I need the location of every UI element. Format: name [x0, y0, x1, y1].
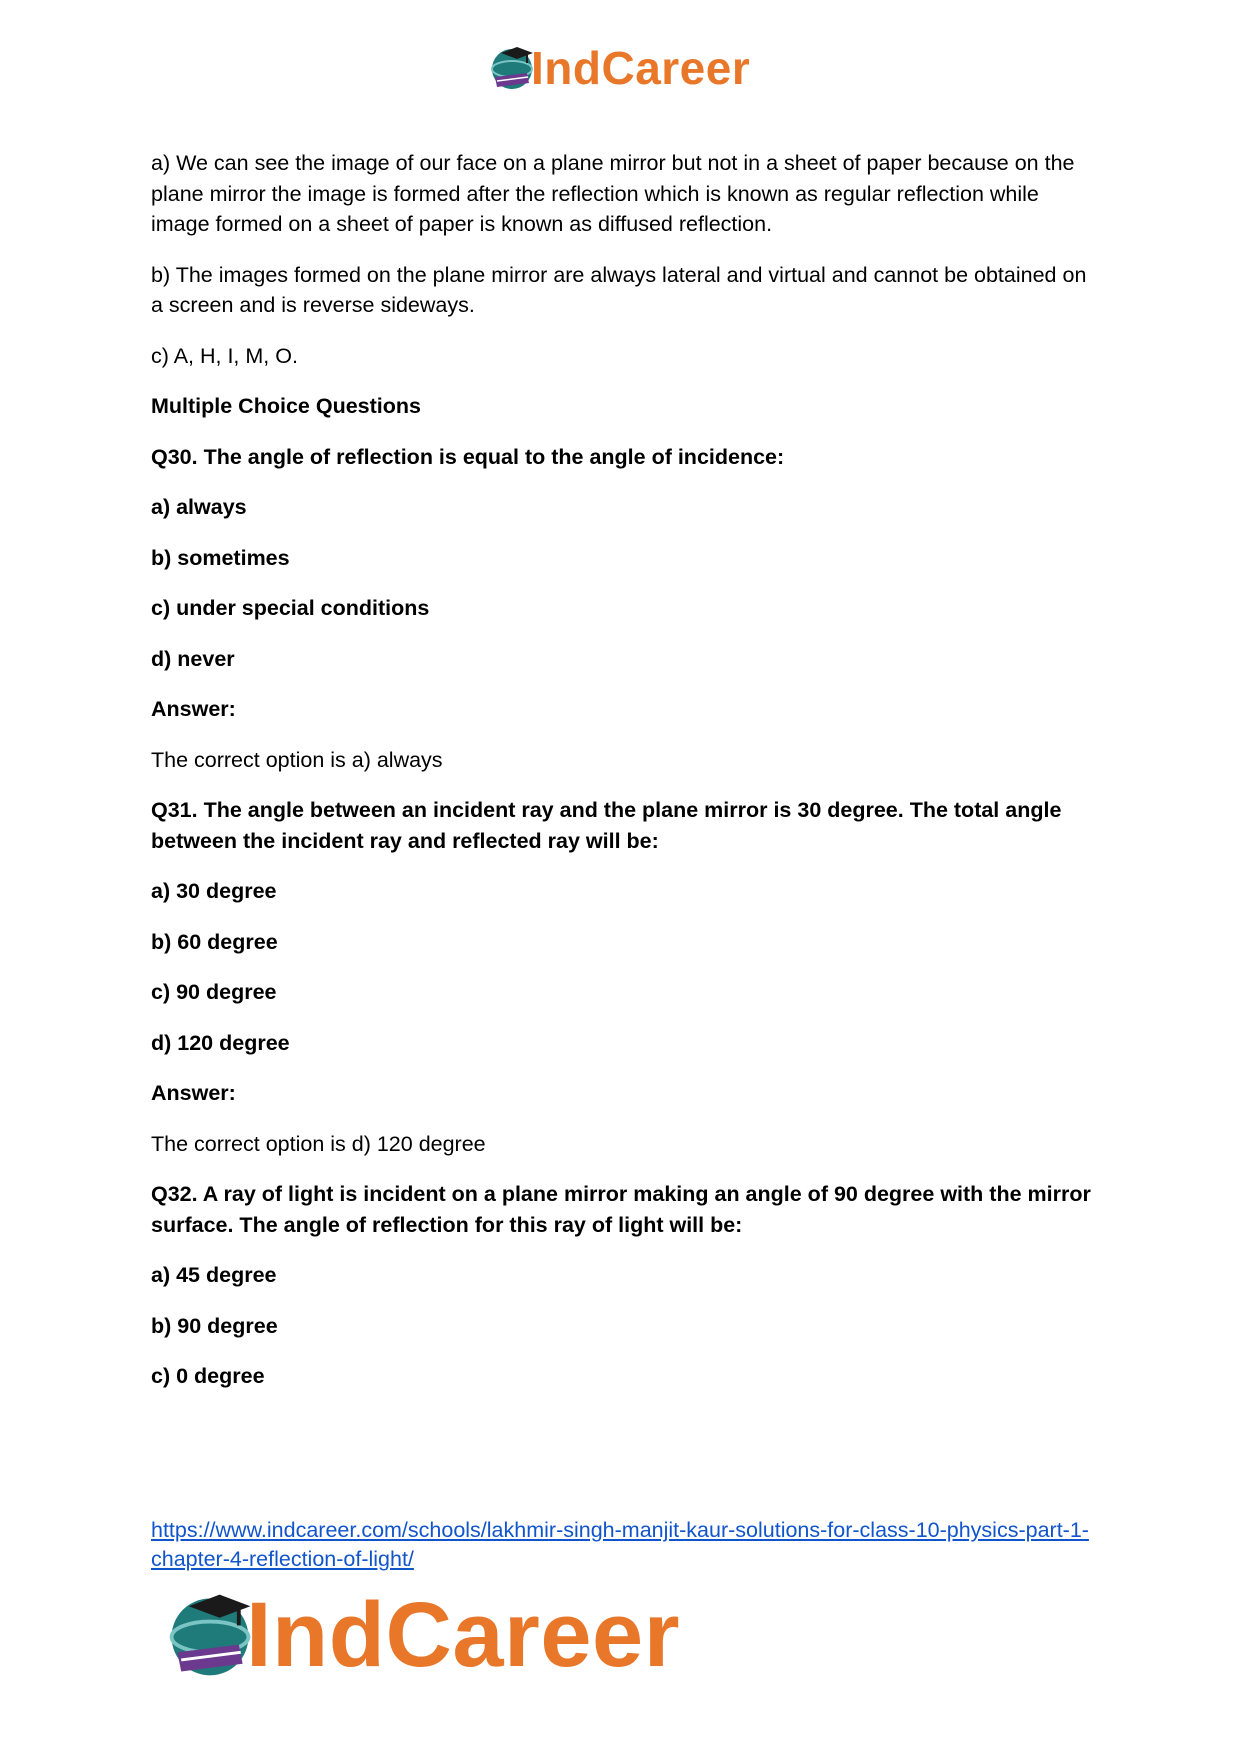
- indcareer-logo-bottom: [162, 1580, 680, 1690]
- option-q32-b: b) 90 degree: [151, 1313, 278, 1338]
- logo-wordmark: IndCareer: [246, 1584, 680, 1686]
- answer-paragraph-b: b) The images formed on the plane mirror are always lateral and virtual and cannot be obtained on a screen and is reverse sideways.: [151, 262, 1087, 317]
- globe-book-icon: [487, 43, 537, 93]
- question-q31: Q31. The angle between an incident ray and the plane mirror is 30 degree. The total angle between the incident ray and reflected ray will be:: [151, 798, 1062, 853]
- option-q30-d: d) never: [151, 646, 235, 671]
- answer-paragraph-a: a) We can see the image of our face on a plane mirror but not in a sheet of paper because on the plane mirror the image is formed after the reflection which is known as regular reflection while image formed on a sheet of paper is known as diffused reflection.: [151, 151, 1075, 236]
- answer-label-q31: Answer:: [151, 1081, 236, 1105]
- option-q31-d: d) 120 degree: [151, 1030, 290, 1055]
- answer-paragraph-c: c) A, H, I, M, O.: [151, 343, 298, 368]
- indcareer-logo-top: [487, 40, 750, 96]
- option-q30-a: a) always: [151, 495, 247, 519]
- globe-book-icon: [162, 1587, 258, 1683]
- answer-q30: The correct option is a) always: [151, 747, 443, 772]
- document-body: [151, 148, 1101, 1392]
- option-q30-c: c) under special conditions: [151, 596, 430, 620]
- answer-label-q30: Answer:: [151, 697, 236, 721]
- option-q31-c: c) 90 degree: [151, 980, 277, 1004]
- answer-q31: The correct option is d) 120 degree: [151, 1131, 486, 1156]
- option-q32-c: c) 0 degree: [151, 1364, 265, 1388]
- option-q32-a: a) 45 degree: [151, 1263, 277, 1287]
- question-q32: Q32. A ray of light is incident on a plane mirror making an angle of 90 degree with the mirror surface. The angle of reflection for this ray of light will be:: [151, 1182, 1091, 1237]
- source-link[interactable]: https://www.indcareer.com/schools/lakhmir-singh-manjit-kaur-solutions-for-class-10-physics-part-1-chapter-4-reflection-of-light/: [151, 1518, 1089, 1571]
- question-q30: Q30. The angle of reflection is equal to the angle of incidence:: [151, 444, 785, 469]
- option-q30-b: b) sometimes: [151, 545, 290, 570]
- option-q31-a: a) 30 degree: [151, 879, 277, 903]
- logo-wordmark: IndCareer: [531, 42, 751, 94]
- option-q31-b: b) 60 degree: [151, 929, 278, 954]
- section-heading: Multiple Choice Questions: [151, 394, 421, 418]
